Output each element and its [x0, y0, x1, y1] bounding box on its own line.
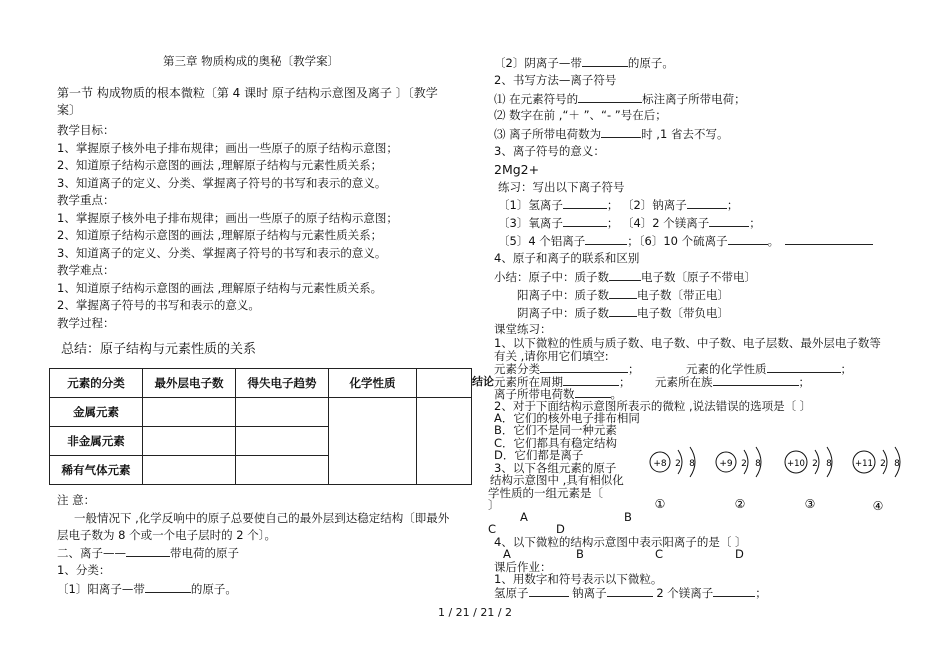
question-2: 2、对于下面结构示意图所表示的微粒 ,说法错误的选项是〔 〕 [494, 399, 812, 413]
shell-electrons: 8 [755, 459, 761, 469]
q2-option[interactable]: D．它们都是离子 [494, 448, 584, 462]
shell-electrons: 2 [812, 459, 818, 469]
relation-label: 电子数 [637, 288, 672, 302]
table-header: 最外层电子数 [143, 369, 236, 398]
practice-heading: 练习：写出以下离子符号 [498, 180, 625, 194]
ion-formula: 2Mg2+ [494, 162, 540, 177]
table-cell [236, 398, 329, 427]
atom-diagram-3 [785, 447, 832, 511]
note-heading: 注 意： [57, 493, 96, 507]
practice-row [498, 233, 873, 249]
q1-blank[interactable] [575, 386, 611, 398]
question-3-cont: 结构示意图中 ,具有相似化 [490, 473, 624, 487]
anion-blank[interactable] [582, 55, 628, 67]
q1-label: 元素的化学性质 [686, 362, 767, 376]
key-item: 2、知道原子结构示意图的画法 ,理解原子结构与元素性质关系； [57, 228, 383, 242]
homework-label: 2 个镁离子 [656, 586, 714, 600]
q2-option[interactable]: B．它们不是同一种元素 [494, 423, 617, 437]
difficulty-item: 2、掌握离子符号的书写和表示的意义。 [57, 298, 260, 312]
question-1: 1、以下微粒的性质与质子数、电子数、中子数、电子层数、最外层电子数等 [494, 336, 881, 350]
nucleus-charge: +8 [653, 459, 667, 469]
element-property-table [49, 368, 472, 485]
anion-line [494, 55, 674, 71]
relation-blank[interactable] [609, 269, 641, 281]
diagram-label: ① [654, 497, 666, 511]
table-cell [143, 456, 236, 485]
atom-diagram-2 [716, 447, 761, 511]
q1-separator: ； [798, 375, 810, 389]
practice-label: ；〔6〕10 个硫离子 [627, 234, 728, 248]
q4-option[interactable]: A [503, 547, 511, 561]
relation-label: 电子数 [641, 270, 676, 284]
goal-item: 2、知道原子结构示意图的画法 ,理解原子结构与元素性质关系； [57, 158, 383, 172]
cation-post: 的原子。 [190, 582, 237, 596]
summary-title: 总结：原子结构与元素性质的关系 [61, 342, 257, 357]
q1-blank[interactable] [713, 374, 799, 386]
nucleus-charge: +9 [719, 459, 733, 469]
section-title: 第一节 构成物质的根本微粒〔第 4 课时 原子结构示意图及离子 〕〔教学 [57, 86, 438, 100]
question-1-cont: 有关 ,请你用它们填空: [494, 349, 609, 363]
q1-blank[interactable] [540, 361, 628, 373]
key-item: 1、掌握原子核外电子排布规律；画出一些原子的原子结构示意图； [57, 211, 398, 225]
practice-blank[interactable] [687, 197, 727, 209]
relation-row [517, 305, 729, 321]
nucleus-charge: +10 [787, 459, 805, 469]
practice-label: 〔1〕氢离子 [498, 198, 563, 212]
relation-label: 电子数 [637, 306, 672, 320]
note-text-cont: 层电子数为 8 个或一个电子层时的 2 个〕。 [57, 528, 277, 542]
shell-electrons: 8 [894, 459, 900, 469]
practice-label: ； [726, 198, 739, 212]
table-header: 得失电子趋势 [236, 369, 329, 398]
question-4: 4、以下微粒的结构示意图中表示阳离子的是〔 〕 [494, 535, 747, 549]
shell-electrons: 8 [689, 459, 695, 469]
q4-option[interactable]: B [576, 547, 584, 561]
relation-label: 小结：原子中：质子数 [494, 270, 609, 284]
question-3: 3、以下各组元素的原子 [494, 461, 617, 475]
practice-blank[interactable] [563, 197, 607, 209]
writing-rule-pre: ⑴ 在元素符号的 [494, 92, 579, 106]
diagram-label: ② [734, 497, 746, 511]
writing-rule-post: 时 ,1 省去不写。 [641, 127, 729, 141]
practice-label: 〔5〕4 个铝离子 [498, 234, 586, 248]
goal-item: 1、掌握原子核外电子排布规律；画出一些原子的原子结构示意图； [57, 141, 398, 155]
relation-label: 阳离子中：质子数 [517, 288, 609, 302]
table-header-conclusion: 结论 [472, 375, 494, 388]
writing-rule-pre: ⑶ 离子所带电荷数为 [494, 127, 602, 141]
table-cell [236, 456, 329, 485]
relation-blank[interactable] [609, 287, 637, 299]
relation-label: 〔带正电〕 [671, 288, 729, 302]
q1-label: 元素所在周期 [494, 375, 563, 389]
practice-label: 〔3〕氧离子 [498, 216, 563, 230]
relation-label: 〔原子不带电〕 [675, 270, 756, 284]
shell-electrons: 8 [826, 459, 832, 469]
q2-option[interactable]: A．它们的核外电子排布相同 [494, 411, 640, 425]
homework-label: ； [755, 586, 767, 600]
homework-1: 1、用数字和符号表示以下微粒。 [494, 572, 663, 586]
q1-separator: 。 [610, 387, 622, 401]
relation-blank[interactable] [609, 305, 637, 317]
q3-option[interactable]: A [520, 510, 528, 524]
diagram-label: ④ [872, 499, 884, 513]
shell-electrons: 2 [741, 459, 747, 469]
chapter-title: 第三章 物质构成的奥秘〔教学案〕 [163, 54, 340, 68]
q1-separator: ； [628, 362, 640, 376]
anion-post: 的原子。 [627, 56, 674, 70]
practice-blank[interactable] [709, 215, 749, 227]
q4-option[interactable]: C [655, 547, 664, 561]
shell-electrons: 2 [675, 459, 681, 469]
practice-blank[interactable] [785, 233, 873, 245]
q1-blank[interactable] [767, 361, 841, 373]
table-header-row [50, 369, 472, 398]
q2-option[interactable]: C．它们都具有稳定结构 [494, 436, 618, 450]
table-header: 元素的分类 [50, 369, 143, 398]
writing-rule-blank[interactable] [601, 126, 641, 138]
homework-label: 氢原子 [494, 586, 529, 600]
practice-blank[interactable] [563, 215, 607, 227]
q1-label: 元素分类 [494, 362, 540, 376]
table-header: 化学性质 [329, 369, 417, 398]
anion-pre: 〔2〕阴离子—带 [494, 56, 582, 70]
note-text: 一般情况下 ,化学反响中的原子总要使自己的最外层到达稳定结构〔即最外 [74, 511, 450, 525]
q1-blank[interactable] [563, 374, 619, 386]
table-row [50, 398, 472, 427]
q4-option[interactable]: D [735, 547, 744, 561]
homework-row [494, 585, 767, 601]
relation-row [517, 287, 729, 303]
nucleus-charge: +11 [855, 459, 873, 469]
ion-definition-pre: 二、离子—— [57, 546, 126, 560]
question-3-cont: 〕 [488, 498, 500, 512]
relation-row [494, 269, 756, 285]
table-cell [143, 398, 236, 427]
classify-heading: 1、分类： [57, 563, 111, 577]
practice-label: 。 [767, 234, 780, 248]
atom-diagram-1 [650, 447, 695, 511]
ion-definition-blank[interactable] [126, 545, 170, 557]
q1-fill [655, 374, 810, 390]
meaning-heading: 3、离子符号的意义： [494, 144, 605, 158]
practice-blank[interactable] [585, 233, 627, 245]
ion-definition [57, 545, 239, 561]
difficulty-item: 1、知道原子结构示意图的画法 ,理解原子结构与元素性质关系。 [57, 281, 383, 295]
table-header [417, 369, 472, 398]
cation-line [57, 581, 237, 597]
writing-rule: ⑵ 数字在前 ,“＋ ”、“- ”号在后； [494, 108, 667, 122]
diagram-label: ③ [804, 497, 816, 511]
practice-row [498, 215, 761, 231]
practice-label: ； [749, 216, 761, 230]
page-footer: 1 / 21 / 21 / 2 [437, 606, 513, 619]
homework-blank[interactable] [529, 585, 569, 597]
table-cell: 非金属元素 [50, 427, 143, 456]
practice-row [498, 197, 738, 213]
key-item: 3、知道离子的定义、分类、掌握离子符号的书写和表示的意义。 [57, 246, 387, 260]
question-3-cont: 学性质的一组元素是〔 [488, 486, 603, 500]
shell-electrons: 2 [880, 459, 886, 469]
q3-option[interactable]: C [488, 522, 497, 536]
homework-blank[interactable] [607, 585, 653, 597]
relation-label: 阴离子中：质子数 [517, 306, 609, 320]
homework-label: 钠离子 [572, 586, 607, 600]
q1-separator: ； [619, 375, 631, 389]
table-cell [329, 398, 417, 485]
section-title-cont: 案〕 [57, 103, 82, 117]
goal-item: 3、知道离子的定义、分类、掌握离子符号的书写和表示的意义。 [57, 176, 387, 190]
q1-label: 元素所在族 [655, 375, 713, 389]
atom-structure-diagrams [640, 436, 920, 516]
table-cell [417, 398, 472, 485]
q3-option[interactable]: D [556, 522, 565, 536]
cation-pre: 〔1〕阳离子—带 [57, 582, 145, 596]
q3-option[interactable]: B [624, 510, 632, 524]
homework-blank[interactable] [713, 585, 755, 597]
cation-blank[interactable] [145, 581, 191, 593]
difficulty-heading: 教学难点： [57, 263, 115, 277]
homework-heading: 课后作业： [494, 560, 552, 574]
practice-label: ； 〔4〕2 个镁离子 [606, 216, 710, 230]
writing-rule-post: 标注离子所带电荷； [642, 92, 746, 106]
process-heading: 教学过程： [57, 316, 115, 330]
table-cell: 金属元素 [50, 398, 143, 427]
goals-heading: 教学目标： [57, 123, 115, 137]
writing-rule-blank[interactable] [578, 91, 642, 103]
practice-label: ； 〔2〕钠离子 [606, 198, 687, 212]
q1-separator: ； [840, 362, 852, 376]
relation-heading: 4、原子和离子的联系和区别 [494, 251, 640, 265]
ion-definition-post: 带电荷的原子 [170, 546, 239, 560]
key-heading: 教学重点： [57, 193, 115, 207]
q1-label: 离子所带电荷数 [494, 387, 575, 401]
writing-rule [494, 91, 746, 107]
practice-blank[interactable] [728, 233, 768, 245]
exercise-heading: 课堂练习： [494, 322, 552, 336]
table-cell: 稀有气体元素 [50, 456, 143, 485]
writing-rule [494, 126, 728, 142]
atom-diagram-4 [853, 447, 900, 513]
table-cell [143, 427, 236, 456]
writing-heading: 2、书写方法—离子符号 [494, 73, 617, 87]
relation-label: 〔带负电〕 [671, 306, 729, 320]
table-cell [236, 427, 329, 456]
